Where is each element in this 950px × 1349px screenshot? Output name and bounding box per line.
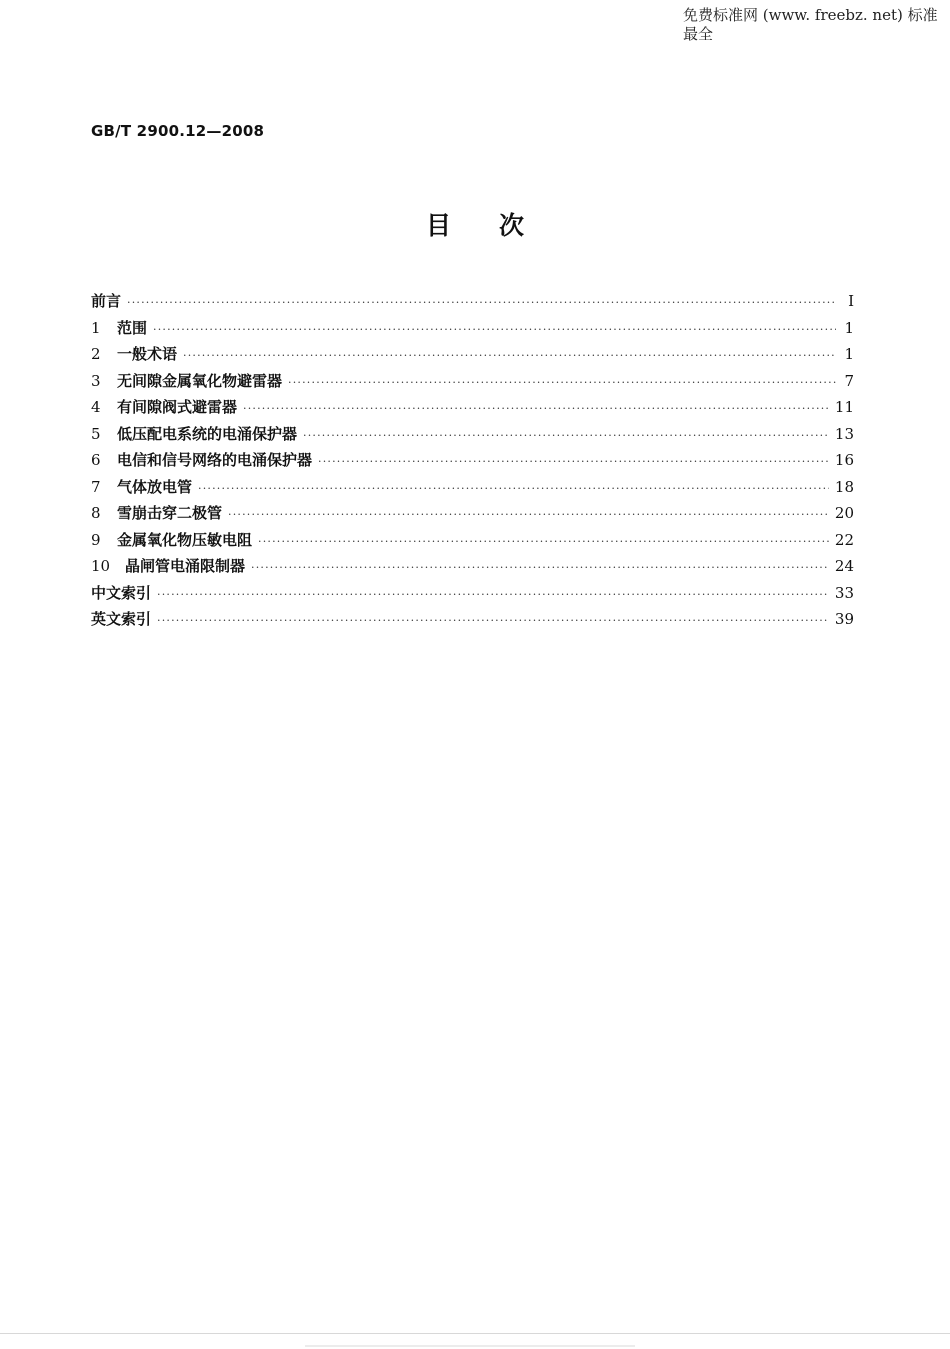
toc-entry-5[interactable]: [91, 423, 854, 450]
toc-leader-dots: [243, 402, 829, 415]
toc-entry-page: 24: [834, 557, 854, 575]
toc-entry-number: 1: [91, 318, 101, 337]
toc-entry-label: 英文索引: [91, 610, 152, 628]
toc-entry-label: 无间隙金属氧化物避雷器: [117, 371, 283, 390]
toc-leader-dots: [157, 588, 829, 601]
toc-entry-number: 10: [91, 557, 111, 575]
toc-entry-page: 33: [834, 583, 854, 602]
toc-entry-page: 11: [834, 398, 854, 416]
toc-entry-1[interactable]: [91, 317, 854, 344]
toc-entry-chinese-index[interactable]: [91, 582, 854, 609]
toc-title-part2: 次: [499, 211, 525, 240]
toc-leader-dots: [183, 349, 836, 362]
toc-title: [0, 206, 950, 242]
toc-entry-page: 1: [844, 318, 854, 337]
watermark-text: 免费标准网 (www. freebz. net) 标准最全: [683, 6, 938, 43]
toc-entry-6[interactable]: [91, 449, 854, 476]
toc-leader-dots: [303, 429, 829, 442]
toc-entry-7[interactable]: [91, 476, 854, 503]
toc-entry-label: 电信和信号网络的电涌保护器: [117, 451, 313, 469]
toc-entry-label: 气体放电管: [117, 477, 193, 496]
toc-entry-3[interactable]: [91, 370, 854, 397]
toc-entry-page: 7: [844, 371, 854, 390]
toc-entry-label: 前言: [91, 292, 122, 310]
page-bottom-shadow: [305, 1345, 635, 1347]
toc-entry-4[interactable]: [91, 396, 854, 423]
toc-entry-page: 16: [834, 451, 854, 469]
toc-entry-page: 20: [834, 504, 854, 522]
toc-entry-label: 雪崩击穿二极管: [117, 504, 223, 522]
toc-leader-dots: [258, 535, 829, 548]
toc-entry-10[interactable]: [91, 555, 854, 582]
page-bottom-divider: [0, 1333, 950, 1334]
toc-entry-number: 3: [91, 371, 101, 390]
toc-entry-page: 1: [844, 345, 854, 363]
toc-leader-dots: [251, 561, 829, 574]
toc-entry-8[interactable]: [91, 502, 854, 529]
toc-entry-number: 4: [91, 398, 101, 416]
toc-leader-dots: [288, 376, 836, 389]
toc-entry-label: 金属氧化物压敏电阻: [117, 530, 253, 549]
toc-leader-dots: [318, 455, 829, 468]
toc-entry-2[interactable]: [91, 343, 854, 370]
toc-entry-label: 中文索引: [91, 583, 152, 602]
toc-entry-label: 有间隙阀式避雷器: [117, 398, 238, 416]
toc-leader-dots: [153, 323, 836, 336]
toc-leader-dots: [157, 614, 829, 627]
table-of-contents: [91, 290, 854, 635]
toc-entry-number: 7: [91, 477, 101, 496]
toc-entry-foreword[interactable]: [91, 290, 854, 317]
toc-entry-number: 9: [91, 530, 101, 549]
toc-entry-page: 13: [834, 424, 854, 443]
toc-entry-label: 一般术语: [117, 345, 178, 363]
toc-title-part1: 目: [425, 211, 451, 240]
toc-entry-page: Ⅰ: [848, 292, 854, 310]
toc-entry-9[interactable]: [91, 529, 854, 556]
toc-leader-dots: [127, 296, 836, 309]
toc-leader-dots: [228, 508, 829, 521]
toc-entry-label: 范围: [117, 318, 148, 337]
toc-entry-english-index[interactable]: [91, 608, 854, 635]
toc-entry-number: 6: [91, 451, 101, 469]
toc-entry-number: 5: [91, 424, 101, 443]
toc-entry-label: 低压配电系统的电涌保护器: [117, 424, 298, 443]
standard-code: GB/T 2900.12—2008: [91, 122, 265, 140]
toc-entry-label: 晶闸管电涌限制器: [125, 557, 246, 575]
toc-leader-dots: [198, 482, 829, 495]
toc-entry-number: 2: [91, 345, 101, 363]
toc-entry-page: 39: [834, 610, 854, 628]
toc-entry-page: 18: [834, 477, 854, 496]
toc-entry-number: 8: [91, 504, 101, 522]
toc-entry-page: 22: [834, 530, 854, 549]
